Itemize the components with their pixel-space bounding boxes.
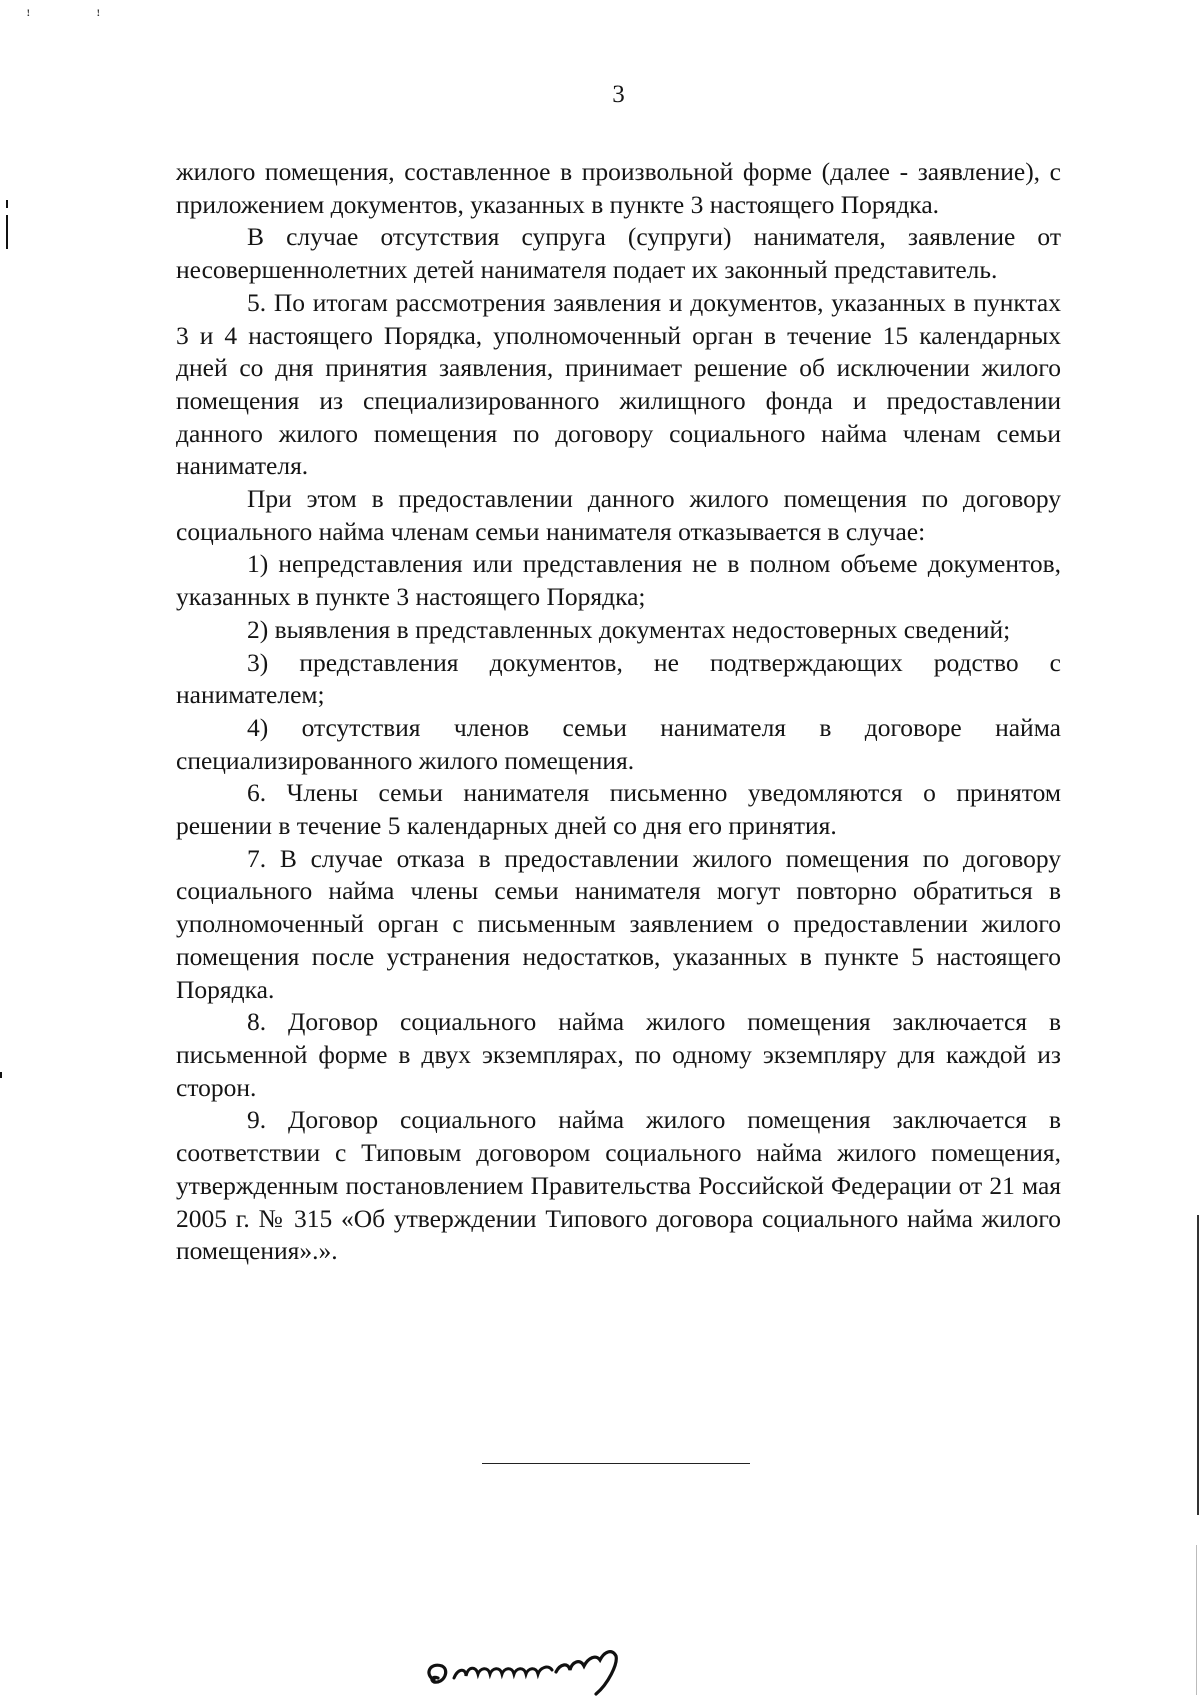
- list-item: 1) непредставления или представления не в полном объеме документов, указанных в пункте 3 настоящего Порядка;: [176, 549, 1061, 612]
- paragraph: жилого помещения, составленное в произвольной форме (далее - заявление), с приложением документов, указанных в пункте 3 настоящего Порядка.: [176, 157, 1061, 219]
- paragraph: 5. По итогам рассмотрения заявления и документов, указанных в пунктах 3 и 4 настоящего Порядка, уполномоченный орган в течение 15 календарных дней со дня принятия заявления, принимает решение об исключении жилого помещения из специализированного жилищного фонда и предоставлении данного жилого помещения по договору социального найма членам семьи нанимателя.: [176, 287, 1061, 481]
- paragraph: 6. Члены семьи нанимателя письменно уведомляются о принятом решении в течение 5 календарных дней со дня его принятия.: [176, 778, 1061, 841]
- paragraph: 8. Договор социального найма жилого помещения заключается в письменной форме в двух экземплярах, по одному экземпляру для каждой из сторон.: [176, 1007, 1061, 1102]
- scan-mark-left: [6, 200, 8, 208]
- scan-edge-right: [1197, 1215, 1199, 1515]
- scan-mark-left: [6, 215, 8, 249]
- paragraph: 7. В случае отказа в предоставлении жилого помещения по договору социального найма члены семьи нанимателя могут повторно обратиться в уполномоченный орган с письменным заявлением о предоставлении жилого помещения после устранения недостатков, указанных в пункте 5 настоящего Порядка.: [176, 843, 1061, 1004]
- paragraph: При этом в предоставлении данного жилого помещения по договору социального найма членам семьи нанимателя отказывается в случае:: [176, 484, 1061, 546]
- scan-speck: ꜝ: [96, 11, 101, 26]
- list-item: 2) выявления в представленных документах недостоверных сведений;: [247, 614, 1011, 644]
- scan-edge-right-faint: [1196, 1545, 1197, 1695]
- document-body: [176, 156, 1061, 1268]
- paragraph: 9. Договор социального найма жилого помещения заключается в соответствии с Типовым договором социального найма жилого помещения, утвержденным постановлением Правительства Российской Федерации от 21 мая 2005 г. № 315 «Об утверждении Типового договора социального найма жилого помещения».».: [176, 1105, 1061, 1266]
- paragraph: В случае отсутствия супруга (супруги) нанимателя, заявление от несовершеннолетних детей нанимателя подает их законный представитель.: [176, 222, 1061, 285]
- closing-rule: [482, 1463, 750, 1464]
- scan-mark-left: [0, 1072, 2, 1078]
- list-item: 4) отсутствия членов семьи нанимателя в договоре найма специализированного жилого помещения.: [176, 712, 1061, 775]
- list-item: 3) представления документов, не подтверждающих родство с нанимателем;: [176, 647, 1061, 710]
- handwritten-signature: [420, 1640, 660, 1696]
- scan-speck: ꜝ: [26, 11, 31, 26]
- page-number: 3: [612, 81, 625, 108]
